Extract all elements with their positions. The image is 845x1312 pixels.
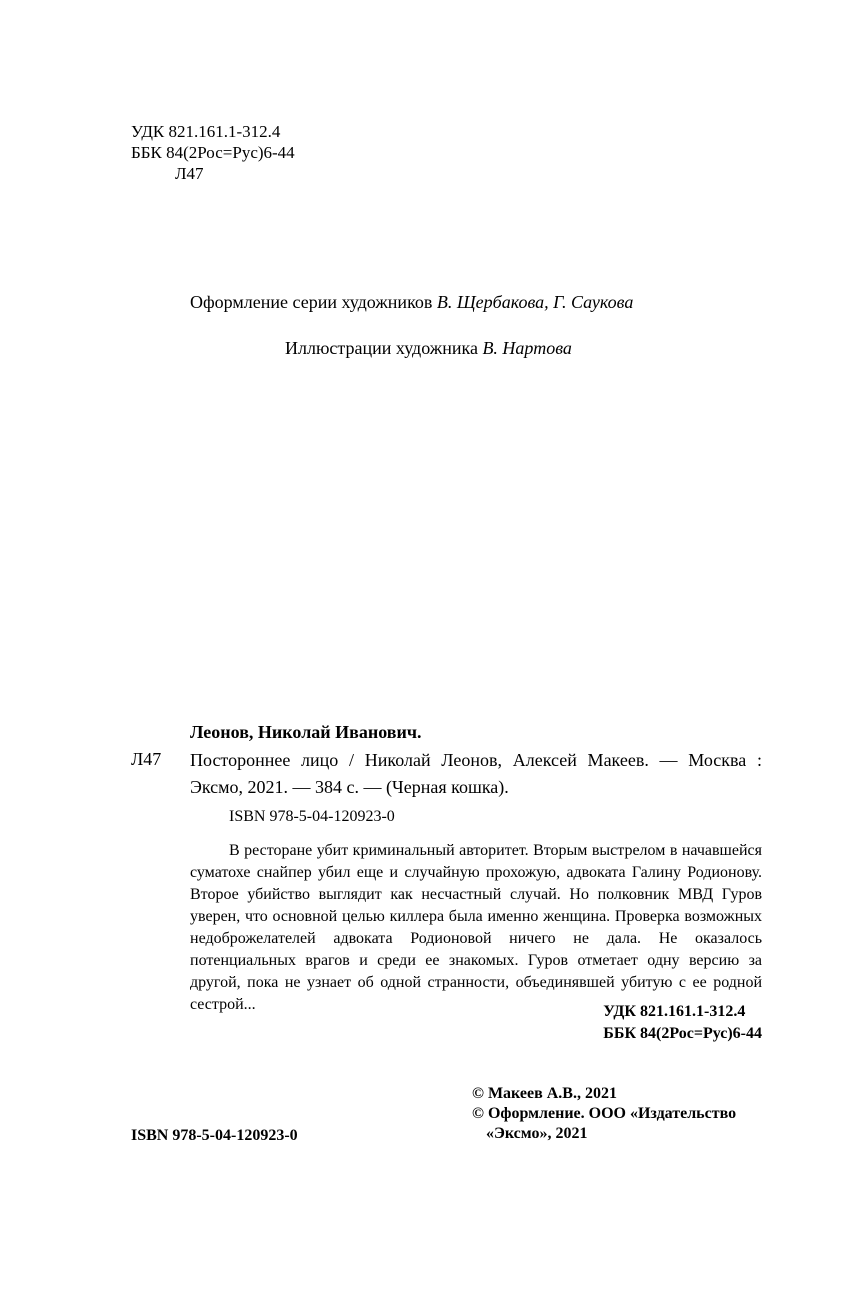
design-credit-prefix: Оформление серии художников [190, 292, 437, 312]
series-design-credit [190, 291, 633, 313]
classification-block [603, 1001, 762, 1045]
copyright-design-cont: «Эксмо», 2021 [486, 1125, 588, 1142]
annotation-text: В ресторане убит криминальный авторитет. Вторым выстрелом в начавшейся суматохе снайпер убил еще и случайную прохожую, адвоката Галину Родионову. Второе убийство выглядит как несчастный случай. Но полковник МВД Гуров уверен, что основной целью киллера была именно женщина. Проверка возможных недоброжелателей адвоката Родионовой ничего не дала. Не оказалось потенциальных врагов и среди ее знакомых. Гуров отметает одну версию за другой, пока не узнает об одной странности, объединявшей убитую с ее родной сестрой... [190, 842, 762, 1013]
bbk-code: ББК 84(2Рос=Рус)6-44 [131, 143, 295, 162]
isbn-bottom: ISBN 978-5-04-120923-0 [131, 1127, 298, 1144]
design-credit-artists: В. Щербакова, Г. Саукова [436, 292, 634, 312]
copyright-design: © Оформление. ООО «Издательство [472, 1105, 737, 1122]
annotation [190, 840, 762, 1016]
illustrations-credit-artist: В. Нартова [482, 338, 572, 358]
author-sign: Л47 [175, 164, 204, 183]
bibliographic-author-sign: Л47 [131, 749, 162, 769]
bibliographic-isbn: ISBN 978-5-04-120923-0 [229, 808, 395, 825]
illustrations-credit-prefix: Иллюстрации художника [285, 338, 483, 358]
bibliographic-author: Леонов, Николай Иванович. [190, 722, 422, 742]
udk-code: УДК 821.161.1-312.4 [131, 122, 281, 141]
illustrations-credit [285, 337, 572, 359]
bibliographic-record: Постороннее лицо / Николай Леонов, Алексей Макеев. — Москва : Эксмо, 2021. — 384 с. — (Черная кошка). [190, 750, 762, 797]
copyright-author: © Макеев А.В., 2021 [472, 1085, 617, 1102]
classification-bbk: ББК 84(2Рос=Рус)6-44 [603, 1025, 762, 1042]
classification-udk: УДК 821.161.1-312.4 [603, 1003, 746, 1020]
copyright-block [472, 1084, 762, 1144]
